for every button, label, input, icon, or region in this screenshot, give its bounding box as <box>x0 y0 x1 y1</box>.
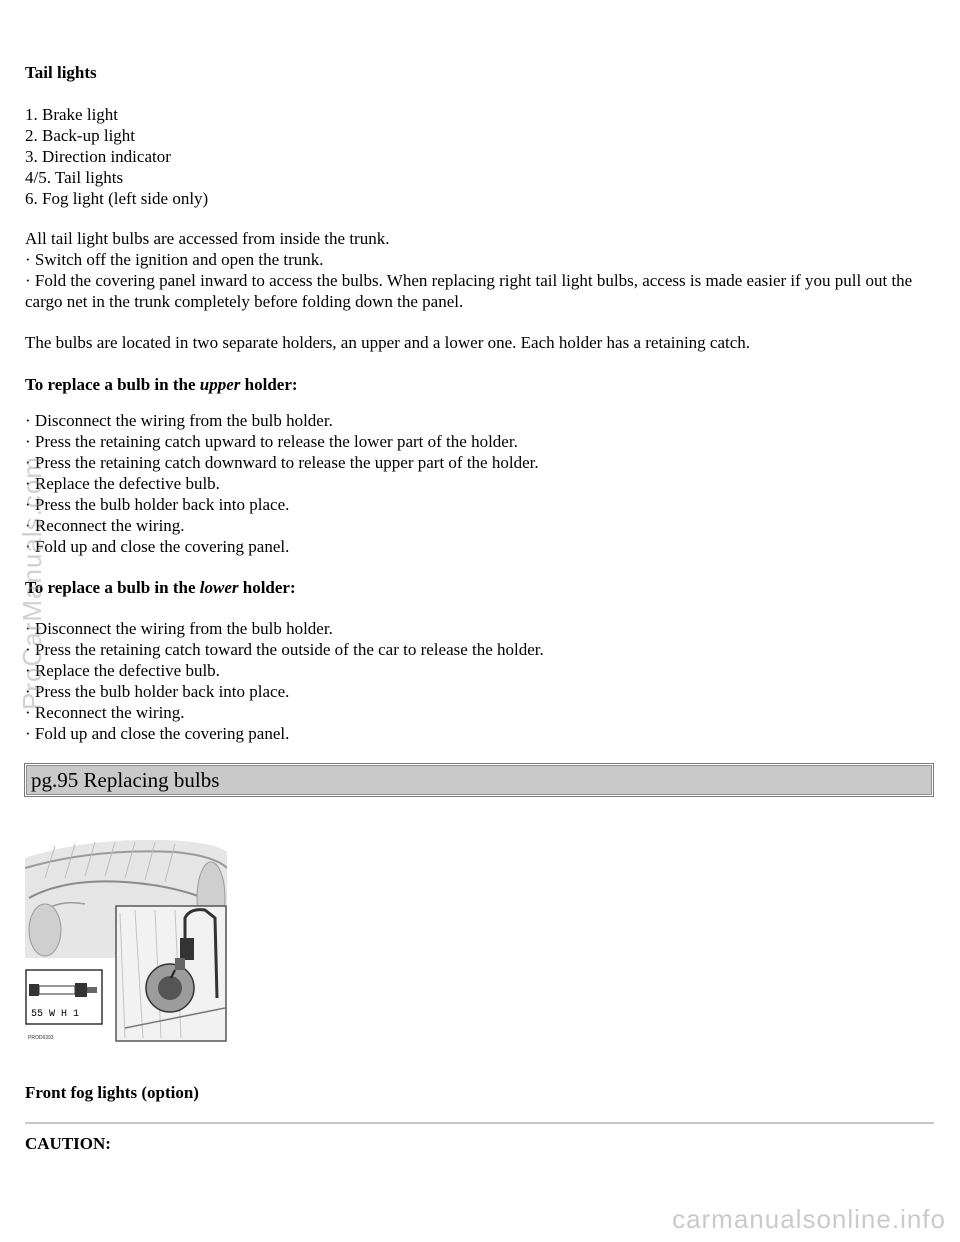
holders-paragraph: The bulbs are located in two separate holders, an upper and a lower one. Each holder has a retaining catch. <box>25 333 751 352</box>
list-item: 6. Fog light (left side only) <box>25 189 209 208</box>
bulb-code-label: 55 W H 1 <box>31 1009 80 1020</box>
access-step: · Switch off the ignition and open the trunk. <box>25 250 324 269</box>
access-paragraph <box>25 228 937 312</box>
step-item: · Reconnect the wiring. <box>25 516 185 535</box>
upper-holder-steps <box>25 410 937 557</box>
heading-emphasis: upper <box>199 375 241 394</box>
upper-holder-heading <box>25 374 937 395</box>
access-step: · Fold the covering panel inward to access the bulbs. When replacing right tail light bulbs, access is made easier if you pull out the cargo net in the trunk completely before folding down the panel. <box>25 271 913 311</box>
step-item: · Replace the defective bulb. <box>25 661 220 680</box>
access-intro: All tail light bulbs are accessed from inside the trunk. <box>25 229 390 248</box>
heading-suffix: holder: <box>238 578 296 597</box>
lower-holder-heading <box>25 577 937 598</box>
section-divider <box>25 1122 934 1124</box>
step-item: · Disconnect the wiring from the bulb holder. <box>25 619 333 638</box>
page-header-bar <box>24 763 934 797</box>
step-item: · Press the bulb holder back into place. <box>25 682 290 701</box>
front-fog-lights-title: Front fog lights (option) <box>25 1083 199 1102</box>
step-item: · Press the bulb holder back into place. <box>25 495 290 514</box>
step-item: · Fold up and close the covering panel. <box>25 537 290 556</box>
step-item: · Press the retaining catch downward to release the upper part of the holder. <box>25 453 539 472</box>
list-item: 4/5. Tail lights <box>25 168 124 187</box>
heading-suffix: holder: <box>240 375 298 394</box>
list-item: 2. Back-up light <box>25 126 136 145</box>
step-item: · Replace the defective bulb. <box>25 474 220 493</box>
watermark-left: ProCarManuals.com <box>17 456 47 710</box>
list-item: 3. Direction indicator <box>25 147 171 166</box>
list-item: 1. Brake light <box>25 105 119 124</box>
lower-holder-steps <box>25 618 937 744</box>
step-item: · Fold up and close the covering panel. <box>25 724 290 743</box>
heading-prefix: To replace a bulb in the <box>25 375 200 394</box>
fog-light-drawing <box>25 838 227 1042</box>
step-item: · Reconnect the wiring. <box>25 703 185 722</box>
caution-title: CAUTION: <box>25 1134 111 1153</box>
tail-lights-list <box>25 104 937 209</box>
fog-light-illustration <box>25 838 227 1042</box>
heading-emphasis: lower <box>199 578 239 597</box>
watermark-bottom-right: carmanualsonline.info <box>672 1204 946 1234</box>
figure-ref-label: PROD6393 <box>28 1035 54 1041</box>
tail-lights-title: Tail lights <box>25 63 97 82</box>
step-item: · Disconnect the wiring from the bulb holder. <box>25 411 333 430</box>
page-header-title: pg.95 Replacing bulbs <box>26 765 932 795</box>
step-item: · Press the retaining catch toward the outside of the car to release the holder. <box>25 640 544 659</box>
step-item: · Press the retaining catch upward to release the lower part of the holder. <box>25 432 518 451</box>
heading-prefix: To replace a bulb in the <box>25 578 200 597</box>
